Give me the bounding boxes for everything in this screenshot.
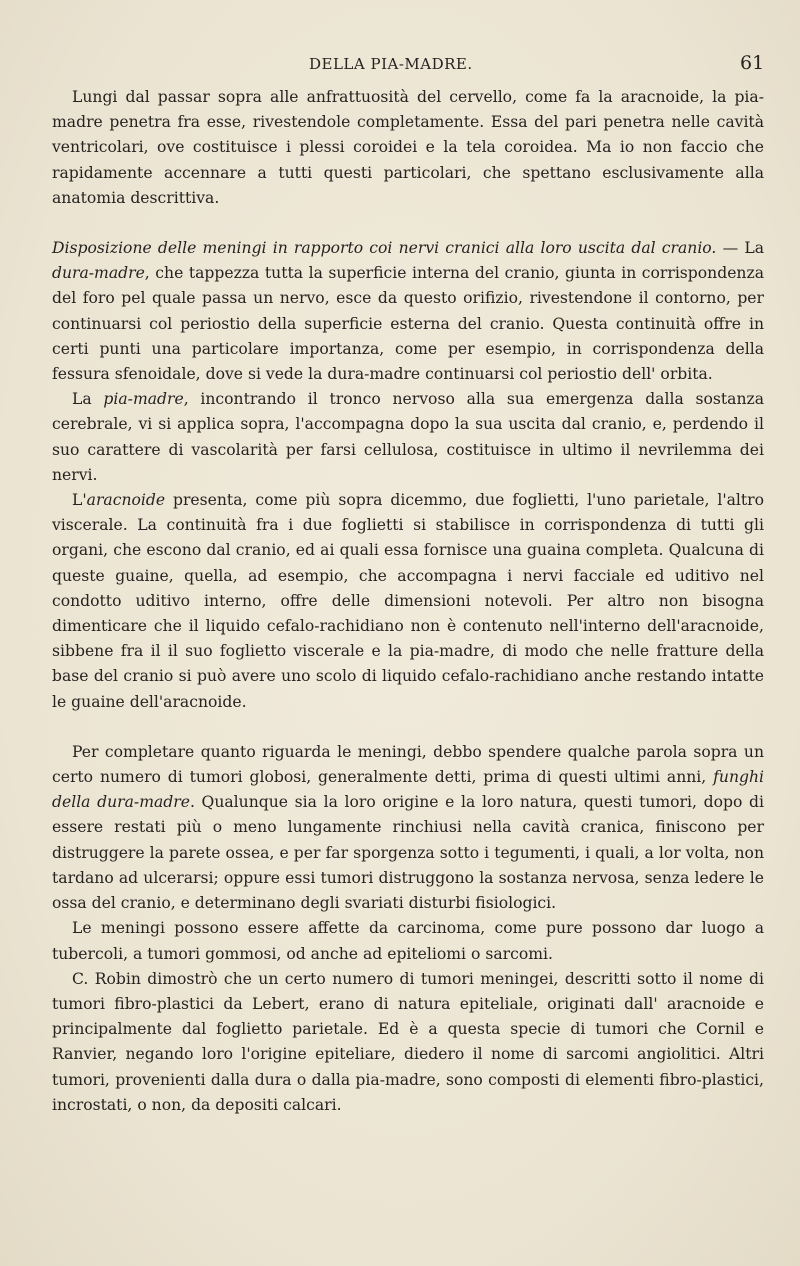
paragraph-disposizione [52,236,764,387]
body-text [52,85,764,1118]
paragraph-tumori [52,740,764,916]
term-funghi: funghi della dura-madre [52,768,764,812]
term-aracnoide: aracnoide [86,491,166,510]
paragraph-text: presenta, come più sopra dicemmo, due foglietti, l'uno parietale, l'altro viscerale. La continuità fra i due foglietti si stabilisce in corrispondenza di tutti gli organi, che escono dal cranio, ed ai quali essa fornisce una guaina completa. Qualcuna di queste guaine, quella, ad esempio, che accompagna i nervi facciale ed uditivo nel condotto uditivo interno, offre delle dimensioni notevoli. Per altro non bisogna dimenticare che il liquido cefalo-rachidiano non è contenuto nell'interno dell'aracnoide, sibbene fra il il suo foglietto viscerale e la pia-madre, di modo che nelle fratture della base del cranio si può avere uno scolo di liquido cefalo-rachidiano anche restando intatte le guaine dell'aracnoide. [52,491,764,711]
paragraph-pia-madre [52,387,764,488]
running-title: DELLA PIA-MADRE. [309,55,473,73]
paragraph-aracnoide [52,488,764,715]
paragraph-text: , incontrando il tronco nervoso alla sua emergenza dalla sostanza cerebrale, vi si applica sopra, l'accompagna dopo la sua uscita dal cranio, e, perdendo il suo carattere di vascolarità per farsi cellulosa, costituisce in ultimo il nevrilemma dei nervi. [52,390,764,484]
section-heading: Disposizione delle meningi in rapporto coi nervi cranici alla loro uscita dal cranio. [52,239,717,258]
heading-dash: — La [716,239,764,258]
term-pia-madre: pia-madre [103,390,184,409]
paragraph-lead: L' [72,491,87,510]
page-number: 61 [740,52,765,74]
running-head [0,52,800,79]
paragraph-anfrattuosita: Lungi dal passar sopra alle anfrattuosità del cervello, come fa la aracnoide, la pia-madre penetra fra esse, rivestendole completamente. Essa del pari penetra nelle cavità ventricolari, ove costituisce i plessi coroidei e la tela coroidea. Ma io non faccio che rapidamente accennare a tutti questi particolari, che spettano esclusivamente alla anatomia descrittiva. [52,88,764,207]
paragraph-robin: C. Robin dimostrò che un certo numero di tumori meningei, descritti sotto il nome di tumori fibro-plastici da Lebert, erano di natura epiteliale, originati dall' aracnoide e principalmente dal foglietto parietale. Ed è a questa specie di tumori che Cornil e Ranvier, negando loro l'origine epiteliare, diedero il nome di sarcomi angiolitici. Altri tumori, provenienti dalla dura o dalla pia-madre, sono composti di elementi fibro-plastici, incrostati, o non, da depositi calcari. [52,969,764,1114]
paragraph-text: Per completare quanto riguarda le meningi, debbo spendere qualche parola sopra un certo numero di tumori globosi, generalmente detti, prima di questi ultimi anni, [52,742,764,787]
paragraph-lead: La [72,390,104,409]
paragraph-text: , che tappezza tutta la superficie interna del cranio, giunta in corrispondenza del foro pel quale passa un nervo, esce da questo orifizio, rivestendone il contorno, per continuarsi col periostio della superficie esterna del cranio. Questa continuità offre in certi punti una particolare importanza, come per esempio, in corrispondenza della fessura sfenoidale, dove si vede la dura-madre continuarsi col periostio dell' orbita. [52,264,764,384]
paragraph-text: . Qualunque sia la loro origine e la loro natura, questi tumori, dopo di essere restati più o meno lungamente rinchiusi nella cavità cranica, finiscono per distruggere la parete ossea, e per far sporgenza sotto i tegumenti, i quali, a lor volta, non tardano ad ulcerarsi; oppure essi tumori distruggono la sostanza nervosa, senza ledere le ossa del cranio, e determinano degli svariati disturbi fisiologici. [52,793,764,913]
paragraph-carcinoma: Le meningi possono essere affette da carcinoma, come pure possono dar luogo a tubercoli, a tumori gommosi, od anche ad epiteliomi o sarcomi. [52,919,764,963]
term-dura-madre: dura-madre [52,264,145,283]
